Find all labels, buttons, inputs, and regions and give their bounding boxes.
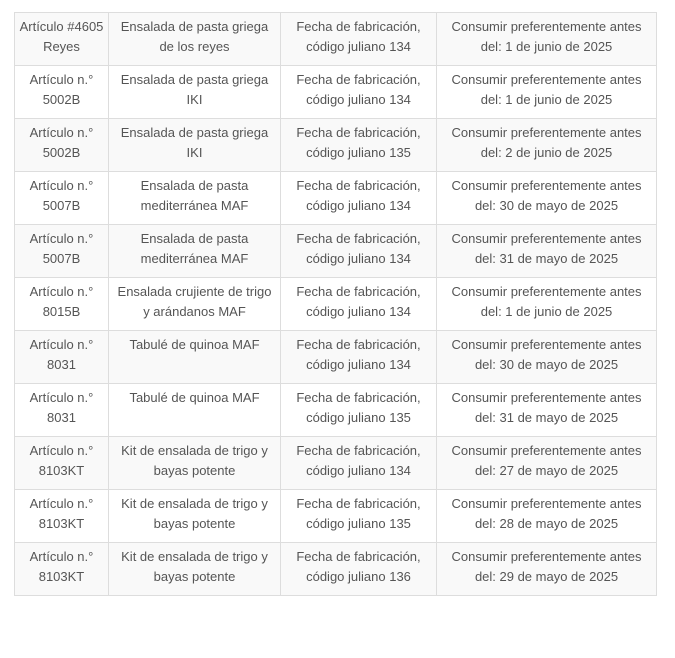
cell-item-number: Artículo n.° 5007B xyxy=(15,172,109,225)
cell-item-number: Artículo #4605 Reyes xyxy=(15,13,109,66)
table-row xyxy=(15,331,657,384)
table-row xyxy=(15,172,657,225)
cell-product-name: Ensalada de pasta griega IKI xyxy=(109,119,281,172)
cell-best-before-date: Consumir preferentemente antes del: 29 de mayo de 2025 xyxy=(437,543,657,596)
table-row xyxy=(15,543,657,596)
cell-best-before-date: Consumir preferentemente antes del: 30 de mayo de 2025 xyxy=(437,172,657,225)
cell-item-number: Artículo n.° 8015B xyxy=(15,278,109,331)
cell-best-before-date: Consumir preferentemente antes del: 30 de mayo de 2025 xyxy=(437,331,657,384)
cell-item-number: Artículo n.° 8031 xyxy=(15,331,109,384)
recall-table-container xyxy=(14,12,657,596)
cell-manufacture-code: Fecha de fabricación, código juliano 134 xyxy=(281,225,437,278)
cell-item-number: Artículo n.° 8103KT xyxy=(15,490,109,543)
cell-product-name: Ensalada de pasta griega IKI xyxy=(109,66,281,119)
cell-product-name: Ensalada de pasta mediterránea MAF xyxy=(109,225,281,278)
cell-manufacture-code: Fecha de fabricación, código juliano 135 xyxy=(281,384,437,437)
recall-table xyxy=(14,12,657,596)
cell-best-before-date: Consumir preferentemente antes del: 1 de junio de 2025 xyxy=(437,278,657,331)
cell-manufacture-code: Fecha de fabricación, código juliano 134 xyxy=(281,437,437,490)
cell-product-name: Tabulé de quinoa MAF xyxy=(109,384,281,437)
cell-best-before-date: Consumir preferentemente antes del: 1 de junio de 2025 xyxy=(437,13,657,66)
cell-item-number: Artículo n.° 8103KT xyxy=(15,543,109,596)
table-row xyxy=(15,66,657,119)
cell-item-number: Artículo n.° 8031 xyxy=(15,384,109,437)
cell-best-before-date: Consumir preferentemente antes del: 31 de mayo de 2025 xyxy=(437,225,657,278)
cell-product-name: Kit de ensalada de trigo y bayas potente xyxy=(109,437,281,490)
cell-manufacture-code: Fecha de fabricación, código juliano 134 xyxy=(281,66,437,119)
cell-item-number: Artículo n.° 8103KT xyxy=(15,437,109,490)
cell-best-before-date: Consumir preferentemente antes del: 31 de mayo de 2025 xyxy=(437,384,657,437)
cell-product-name: Kit de ensalada de trigo y bayas potente xyxy=(109,490,281,543)
cell-best-before-date: Consumir preferentemente antes del: 27 de mayo de 2025 xyxy=(437,437,657,490)
cell-item-number: Artículo n.° 5007B xyxy=(15,225,109,278)
cell-product-name: Kit de ensalada de trigo y bayas potente xyxy=(109,543,281,596)
cell-manufacture-code: Fecha de fabricación, código juliano 134 xyxy=(281,331,437,384)
table-row xyxy=(15,119,657,172)
cell-manufacture-code: Fecha de fabricación, código juliano 134 xyxy=(281,172,437,225)
table-row xyxy=(15,490,657,543)
table-row xyxy=(15,13,657,66)
cell-manufacture-code: Fecha de fabricación, código juliano 134 xyxy=(281,278,437,331)
cell-manufacture-code: Fecha de fabricación, código juliano 135 xyxy=(281,119,437,172)
cell-product-name: Ensalada crujiente de trigo y arándanos MAF xyxy=(109,278,281,331)
cell-product-name: Ensalada de pasta griega de los reyes xyxy=(109,13,281,66)
cell-item-number: Artículo n.° 5002B xyxy=(15,66,109,119)
cell-best-before-date: Consumir preferentemente antes del: 1 de junio de 2025 xyxy=(437,66,657,119)
cell-product-name: Tabulé de quinoa MAF xyxy=(109,331,281,384)
table-row xyxy=(15,437,657,490)
table-row xyxy=(15,225,657,278)
cell-manufacture-code: Fecha de fabricación, código juliano 136 xyxy=(281,543,437,596)
cell-manufacture-code: Fecha de fabricación, código juliano 134 xyxy=(281,13,437,66)
cell-item-number: Artículo n.° 5002B xyxy=(15,119,109,172)
cell-best-before-date: Consumir preferentemente antes del: 2 de junio de 2025 xyxy=(437,119,657,172)
table-row xyxy=(15,278,657,331)
recall-table-body xyxy=(15,13,657,596)
cell-best-before-date: Consumir preferentemente antes del: 28 de mayo de 2025 xyxy=(437,490,657,543)
cell-product-name: Ensalada de pasta mediterránea MAF xyxy=(109,172,281,225)
cell-manufacture-code: Fecha de fabricación, código juliano 135 xyxy=(281,490,437,543)
table-row xyxy=(15,384,657,437)
